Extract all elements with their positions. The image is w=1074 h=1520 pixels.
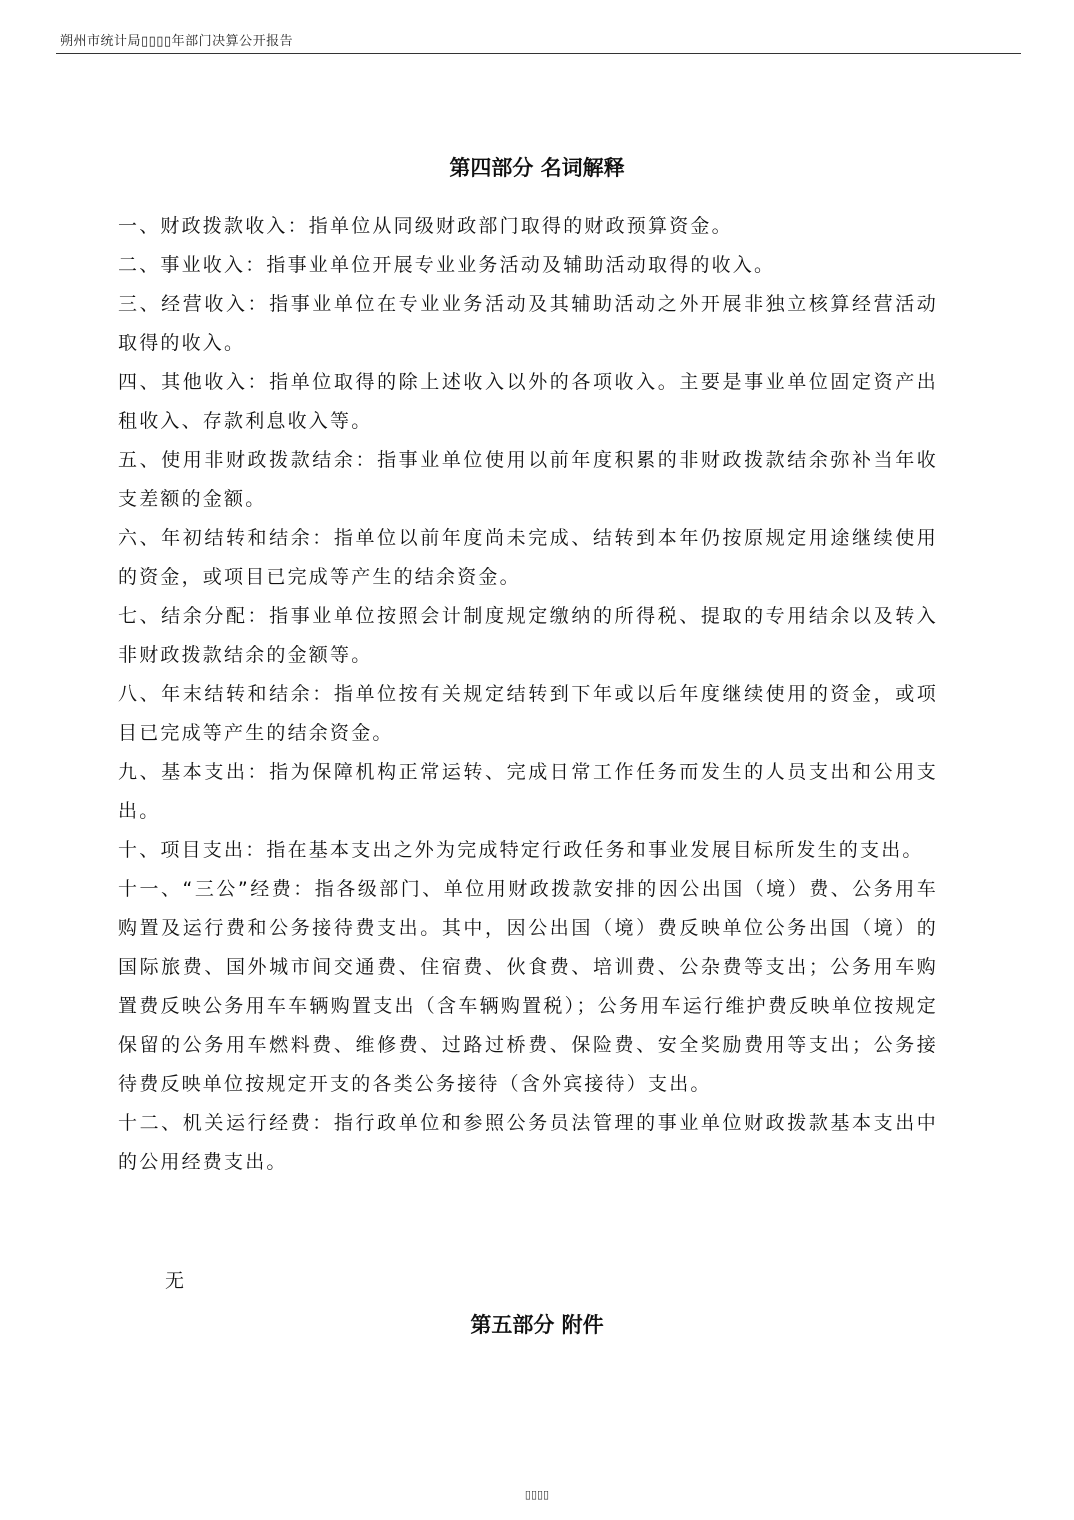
term-opening-carryover: 六、年初结转和结余：指单位以前年度尚未完成、结转到本年仍按原规定用途继续使用的资金，或项目已完成等产生的结余资金。 bbox=[118, 527, 938, 588]
term-operation-income: 三、经营收入：指事业单位在专业业务活动及其辅助活动之外开展非独立核算经营活动取得的收入。 bbox=[118, 293, 938, 354]
term-project-expenditure: 十、项目支出：指在基本支出之外为完成特定行政任务和事业发展目标所发生的支出。 bbox=[118, 839, 924, 861]
none-text: 无 bbox=[165, 1270, 185, 1292]
term-operating-business-income: 二、事业收入：指事业单位开展专业业务活动及辅助活动取得的收入。 bbox=[118, 254, 776, 276]
term-closing-carryover: 八、年末结转和结余：指单位按有关规定结转到下年或以后年度继续使用的资金，或项目已完成等产生的结余资金。 bbox=[118, 683, 938, 744]
section-title-glossary: 第四部分 名词解释 bbox=[449, 156, 625, 180]
page-number: ▯▯▯▯ bbox=[524, 1488, 550, 1501]
term-other-income: 四、其他收入：指单位取得的除上述收入以外的各项收入。主要是事业单位固定资产出租收入、存款利息收入等。 bbox=[118, 371, 938, 432]
term-surplus-distribution: 七、结余分配：指事业单位按照会计制度规定缴纳的所得税、提取的专用结余以及转入非财政拨款结余的金额等。 bbox=[118, 605, 938, 666]
term-non-fiscal-balance-use: 五、使用非财政拨款结余：指事业单位使用以前年度积累的非财政拨款结余弥补当年收支差额的金额。 bbox=[118, 449, 938, 510]
header-divider bbox=[56, 53, 1021, 54]
term-basic-expenditure: 九、基本支出：指为保障机构正常运转、完成日常工作任务而发生的人员支出和公用支出。 bbox=[118, 761, 938, 822]
term-three-public-expenses: 十一、“三公”经费：指各级部门、单位用财政拨款安排的因公出国（境）费、公务用车购置及运行费和公务接待费支出。其中，因公出国（境）费反映单位公务出国（境）的国际旅费、国外城市间交通费、住宿费、伙食费、培训费、公杂费等支出；公务用车购置费反映公务用车车辆购置支出（含车辆购置税）；公务用车运行维护费反映单位按规定保留的公务用车燃料费、维修费、过路过桥费、保险费、安全奖励费用等支出；公务接待费反映单位按规定开支的各类公务接待（含外宾接待）支出。 bbox=[118, 878, 938, 1095]
term-fiscal-appropriation-income: 一、财政拨款收入：指单位从同级财政部门取得的财政预算资金。 bbox=[118, 215, 733, 237]
glossary-body bbox=[118, 207, 938, 1182]
section-title-attachments: 第五部分 附件 bbox=[470, 1313, 604, 1337]
page-header-title: 朔州市统计局▯▯▯▯年部门决算公开报告 bbox=[60, 34, 294, 49]
term-agency-operating-expenses: 十二、机关运行经费：指行政单位和参照公务员法管理的事业单位财政拨款基本支出中的公用经费支出。 bbox=[118, 1112, 938, 1173]
